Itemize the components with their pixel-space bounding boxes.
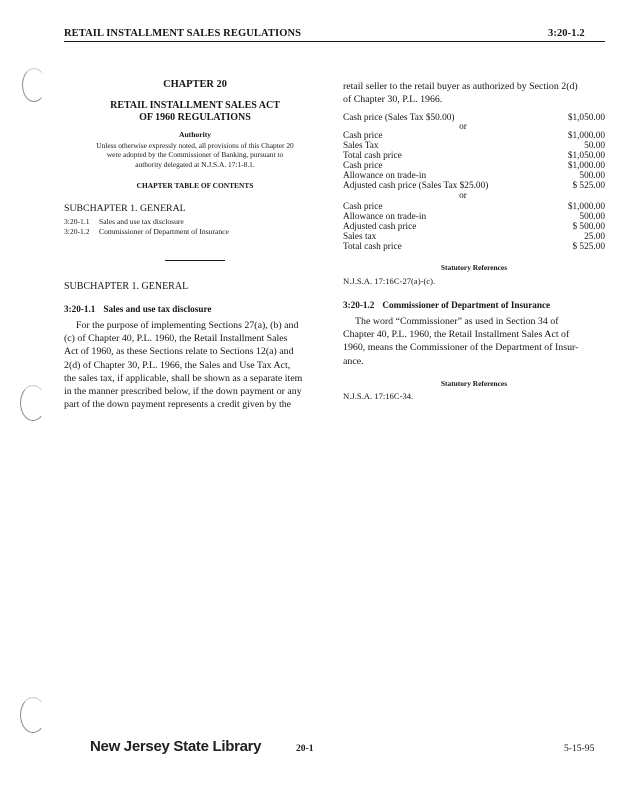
section-1-continuation: retail seller to the retail buyer as authorized by Section 2(d) of Chapter 30, P.L. 1966.	[343, 81, 578, 106]
section-1-statutory-ref: N.J.S.A. 17:16C-27(a)-(c).	[343, 276, 436, 286]
revision-date: 5-15-95	[564, 743, 595, 754]
or-separator-2: or	[459, 191, 467, 201]
section-1-statutory-heading: Statutory References	[440, 263, 508, 272]
section-2-body: The word “Commissioner” as used in Section 34 of Chapter 40, P.L. 1960, the Retail Installment Sales Act of 1960, means the Commissioner of the Department of Insur- ance.	[343, 316, 579, 367]
chapter-number: CHAPTER 20	[163, 79, 227, 90]
table-row: Adjusted cash price $ 500.00	[343, 222, 605, 232]
section-1-body: For the purpose of implementing Sections 27(a), (b) and (c) of Chapter 40, P.L. 1960, the Retail Installment Sales Act of 1960, as these Sections relate to Sections 12(a) and 2(d) of Chapter 30, P.L. 1966, the Sales and Use Tax Act, the sales tax, if applicable, shall be shown as a separate item in the manner prescribed below, if the down payment or any part of the down payment represents a credit given by the	[64, 320, 303, 411]
table-row: Adjusted cash price (Sales Tax $25.00) $ 525.00	[343, 181, 605, 191]
section-2-heading: 3:20-1.2 Commissioner of Department of Insurance	[343, 300, 551, 310]
running-header-section: 3:20-1.2	[548, 28, 585, 39]
chapter-title-line-1: RETAIL INSTALLMENT SALES ACT	[110, 100, 280, 111]
table-row: Sales Tax 50.00	[343, 141, 605, 151]
table-row: Cash price $1,000.00	[343, 202, 605, 212]
chapter-title-line-2: OF 1960 REGULATIONS	[139, 112, 251, 123]
toc-item: 3:20-1.2 Commissioner of Department of Insurance	[64, 226, 229, 236]
toc-divider	[165, 260, 225, 261]
punch-hole-top	[22, 68, 46, 102]
table-row: Allowance on trade-in 500.00	[343, 212, 605, 222]
authority-text: Unless otherwise expressly noted, all provisions of this Chapter 20 were adopted by the Commissioner of Banking, pursuant to authority delegated at N.J.S.A. 17:1-8.1.	[96, 141, 294, 169]
authority-heading: Authority	[178, 130, 212, 139]
table-row: Cash price $1,000.00	[343, 131, 605, 141]
punch-hole-bottom	[20, 697, 46, 733]
table-row: Total cash price $1,050.00	[343, 151, 605, 161]
table-row: Allowance on trade-in 500.00	[343, 171, 605, 181]
section-1-heading: 3:20-1.1 Sales and use tax disclosure	[64, 304, 212, 314]
or-separator-1: or	[459, 122, 467, 132]
toc-item: 3:20-1.1 Sales and use tax disclosure	[64, 217, 184, 226]
toc-subchapter: SUBCHAPTER 1. GENERAL	[64, 203, 186, 214]
header-rule	[64, 41, 605, 42]
table-row: Total cash price $ 525.00	[343, 242, 605, 252]
page-number: 20-1	[296, 743, 314, 754]
punch-hole-middle	[20, 385, 46, 421]
library-stamp: New Jersey State Library	[90, 738, 262, 755]
running-header-title: RETAIL INSTALLMENT SALES REGULATIONS	[64, 28, 302, 39]
table-row: Cash price $1,000.00	[343, 161, 605, 171]
table-row: Sales tax 25.00	[343, 232, 605, 242]
section-2-statutory-heading: Statutory References	[440, 379, 508, 388]
toc-list	[64, 217, 229, 237]
toc-heading: CHAPTER TABLE OF CONTENTS	[136, 181, 254, 190]
table-row: Cash price (Sales Tax $50.00) $1,050.00	[343, 113, 605, 123]
section-2-statutory-ref: N.J.S.A. 17:16C-34.	[343, 391, 414, 401]
subchapter-heading: SUBCHAPTER 1. GENERAL	[64, 281, 189, 292]
